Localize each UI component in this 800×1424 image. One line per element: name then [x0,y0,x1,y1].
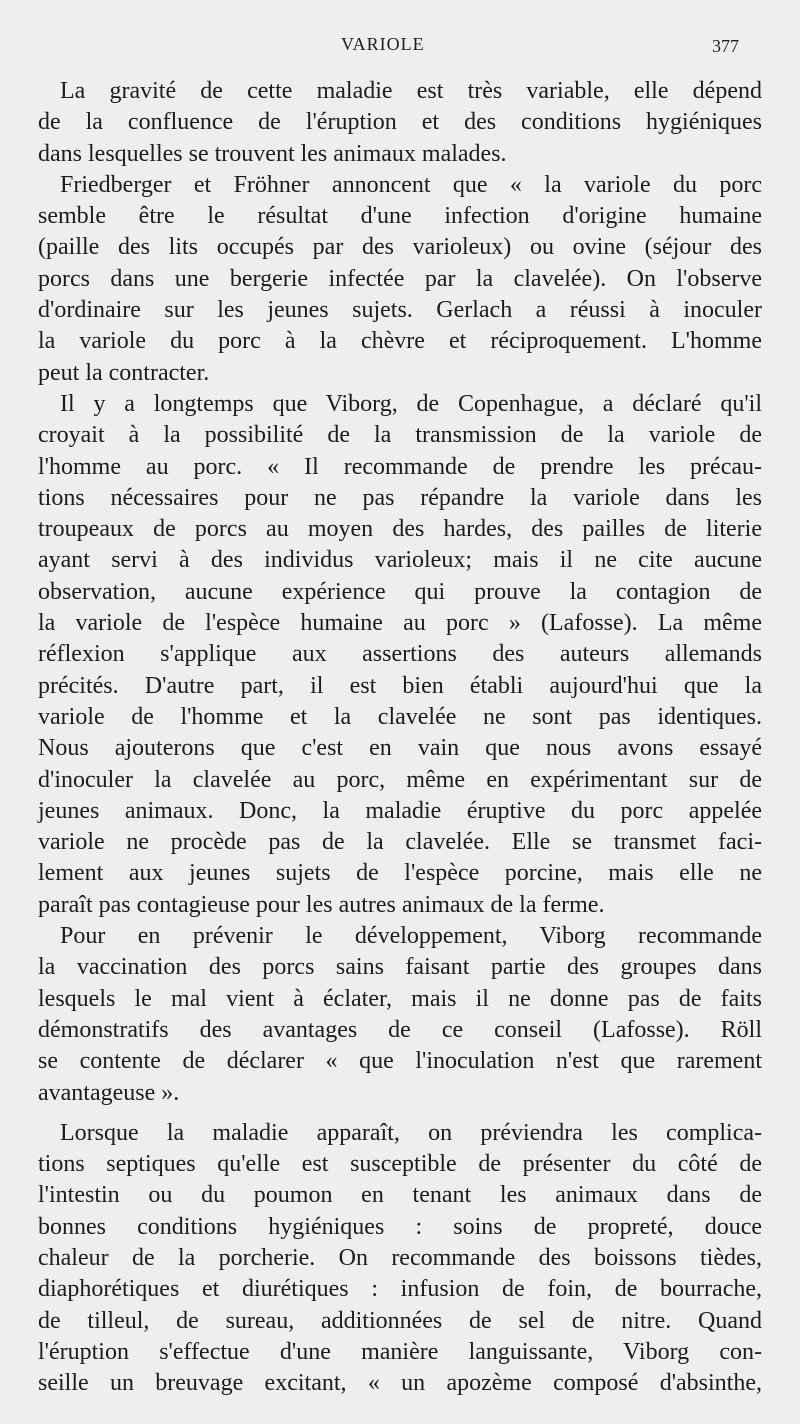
text-line: l'intestin ou du poumon en tenant les animaux dans de [38,1182,762,1209]
text-line: troupeaux de porcs au moyen des hardes, des pailles de literie [38,516,762,543]
text-line: tions nécessaires pour ne pas répandre la variole dans les [38,484,762,511]
text-line: d'ordinaire sur les jeunes sujets. Gerlach a réussi à inoculer [38,297,762,324]
page-number: 377 [712,36,739,56]
text-line: Lorsque la maladie apparaît, on préviendra les complica- [60,1119,762,1146]
text-line: semble être le résultat d'une infection d'origine humaine [38,203,762,230]
text-line: précités. D'autre part, il est bien établi aujourd'hui que la [38,672,762,699]
text-line: (paille des lits occupés par des varioleux) ou ovine (séjour des [38,234,762,261]
page-header [0,34,800,60]
text-line: variole de l'homme et la clavelée ne sont pas identiques. [38,703,762,730]
text-line: lement aux jeunes sujets de l'espèce porcine, mais elle ne [38,860,762,887]
text-line: diaphorétiques et diurétiques : infusion de foin, de bourrache, [38,1276,762,1303]
running-title: VARIOLE [341,34,425,54]
text-line: peut la contracter. [38,359,210,386]
text-line: seille un breuvage excitant, « un apozème composé d'absinthe, [38,1370,762,1397]
text-line: Pour en prévenir le développement, Viborg recommande [60,923,762,950]
text-line: se contente de déclarer « que l'inoculation n'est que rarement [38,1048,762,1075]
text-line: la variole du porc à la chèvre et réciproquement. L'homme [38,328,762,355]
text-line: croyait à la possibilité de la transmission de la variole de [38,422,762,449]
text-line: variole ne procède pas de la clavelée. Elle se transmet faci- [38,829,762,856]
text-line: lesquels le mal vient à éclater, mais il ne donne pas de faits [38,985,762,1012]
text-line: l'éruption s'effectue d'une manière languissante, Viborg con- [38,1338,762,1365]
text-line: l'homme au porc. « Il recommande de prendre les précau- [38,453,762,480]
text-line: la vaccination des porcs sains faisant partie des groupes dans [38,954,762,981]
text-line: jeunes animaux. Donc, la maladie éruptive du porc appelée [38,797,762,824]
text-line: tions septiques qu'elle est susceptible de présenter du côté de [38,1151,762,1178]
paragraph [38,1118,762,1400]
text-line: porcs dans une bergerie infectée par la clavelée). On l'observe [38,265,762,292]
paragraph [38,170,762,389]
text-line: ayant servi à des individus varioleux; mais il ne cite aucune [38,547,762,574]
paragraph [38,76,762,170]
text-line: avantageuse ». [38,1079,180,1106]
text-line: Il y a longtemps que Viborg, de Copenhague, a déclaré qu'il [60,390,762,417]
paragraph [38,921,762,1109]
text-line: La gravité de cette maladie est très variable, elle dépend [60,78,762,104]
text-line: bonnes conditions hygiéniques : soins de propreté, douce [38,1213,762,1240]
paragraph [38,389,762,921]
text-line: d'inoculer la clavelée au porc, même en expérimentant sur de [38,766,762,793]
text-line: paraît pas contagieuse pour les autres animaux de la ferme. [38,891,605,918]
text-line: la variole de l'espèce humaine au porc » (Lafosse). La même [38,610,762,637]
text-line: dans lesquelles se trouvent les animaux malades. [38,140,507,167]
text-line: observation, aucune expérience qui prouve la contagion de [38,578,762,605]
body-text [38,76,762,1399]
paragraph-gap [38,1109,762,1118]
text-line: chaleur de la porcherie. On recommande des boissons tièdes, [38,1244,762,1271]
text-line: de la confluence de l'éruption et des conditions hygiéniques [38,109,762,136]
text-line: Nous ajouterons que c'est en vain que nous avons essayé [38,735,762,762]
text-line: de tilleul, de sureau, additionnées de sel de nitre. Quand [38,1307,762,1334]
text-line: Friedberger et Fröhner annoncent que « la variole du porc [60,171,762,198]
text-line: réflexion s'applique aux assertions des auteurs allemands [38,641,762,668]
text-line: démonstratifs des avantages de ce conseil (Lafosse). Röll [38,1016,762,1043]
